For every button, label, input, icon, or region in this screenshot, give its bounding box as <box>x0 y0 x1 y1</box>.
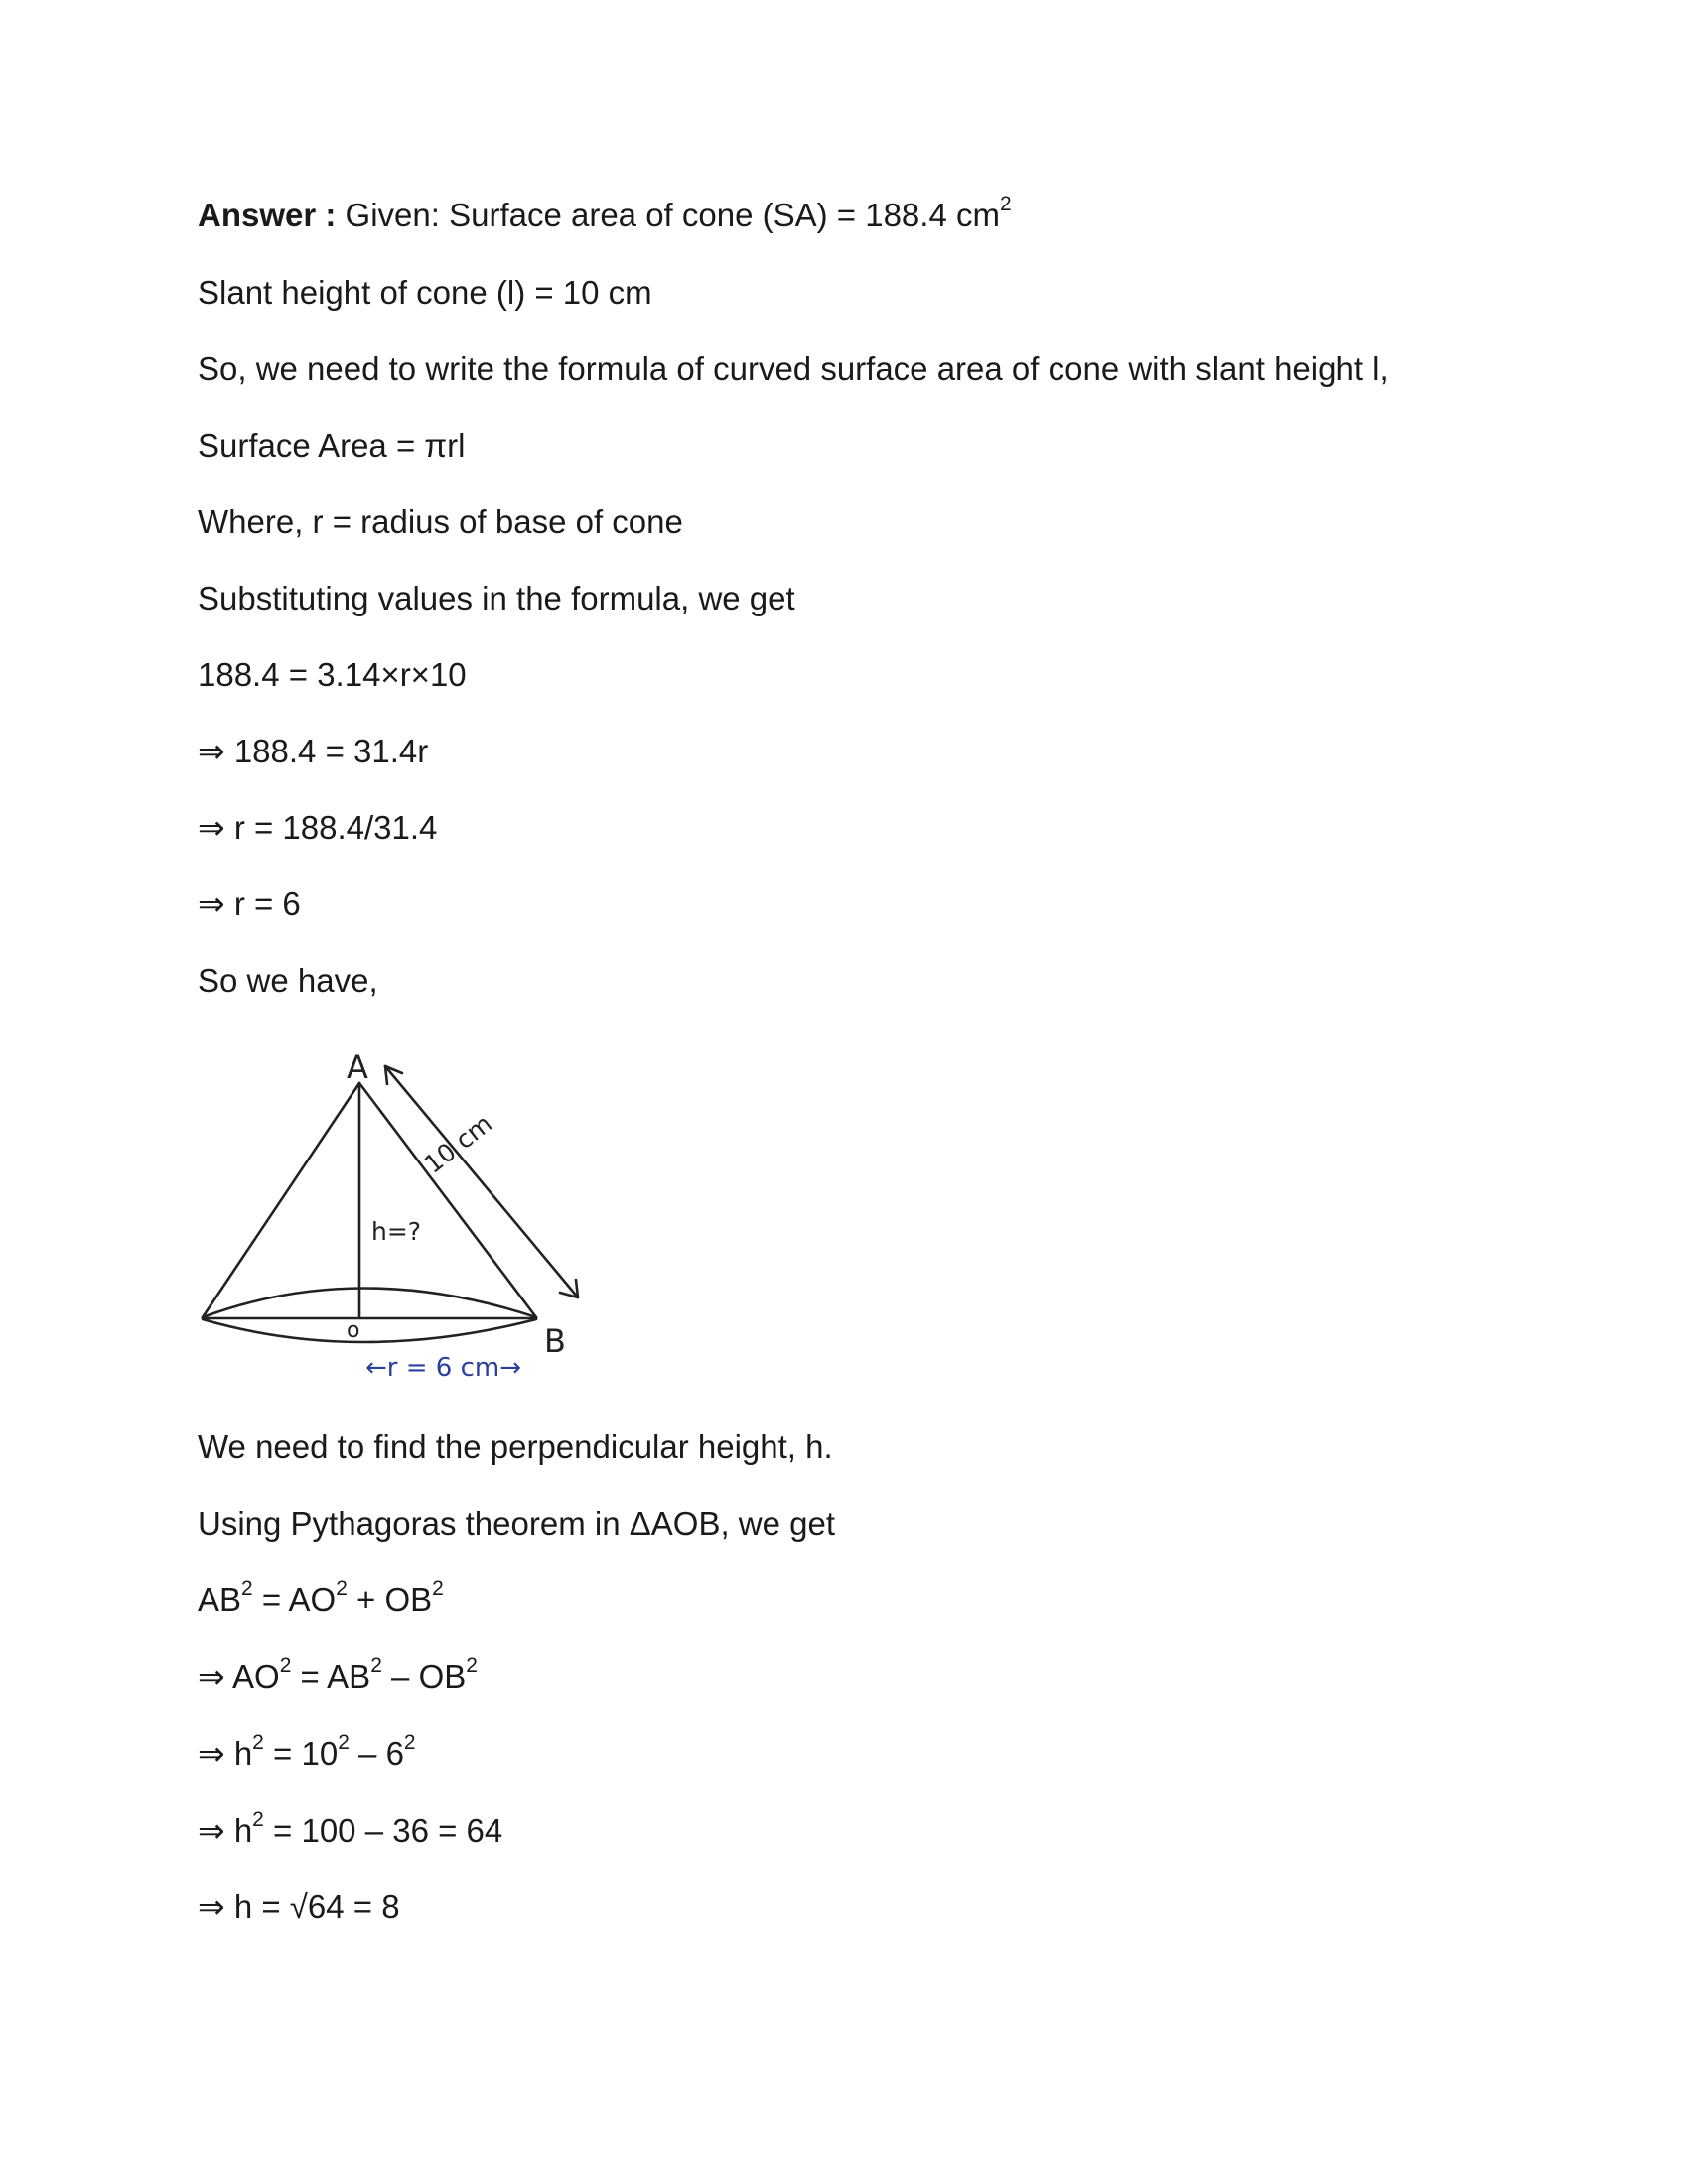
so-we-have-line: So we have, <box>198 962 378 999</box>
label-a: A <box>347 1048 368 1086</box>
slant-height-label: 10 cm <box>418 1108 498 1179</box>
eq-part: + OB <box>347 1581 433 1618</box>
eq-part: = 10 <box>263 1735 339 1772</box>
answer-label: Answer : <box>198 197 337 233</box>
slant-arrow-line <box>385 1066 578 1297</box>
eq-part: – 6 <box>349 1735 404 1772</box>
eq-part: = 100 – 36 = 64 <box>263 1812 503 1848</box>
exponent: 2 <box>252 1731 264 1754</box>
cone-diagram <box>195 1032 602 1400</box>
substituting-line: Substituting values in the formula, we get <box>198 580 795 616</box>
equation-ao <box>198 1654 478 1697</box>
equation-3: ⇒ r = 188.4/31.4 <box>198 809 438 846</box>
pythagoras-line: Using Pythagoras theorem in ΔAOB, we get <box>198 1505 836 1542</box>
label-b: B <box>544 1322 566 1360</box>
height-label: h=? <box>371 1217 422 1246</box>
equation-h-result: ⇒ h = √64 = 8 <box>198 1888 400 1925</box>
eq-part: ⇒ h <box>198 1735 253 1772</box>
cone-base-back-arc <box>203 1289 536 1318</box>
where-line: Where, r = radius of base of cone <box>198 503 683 540</box>
label-o: o <box>347 1318 360 1343</box>
eq-part: = AB <box>291 1658 371 1695</box>
exponent: 2 <box>338 1731 350 1754</box>
exponent: 2 <box>466 1654 478 1677</box>
eq-part: ⇒ h <box>198 1812 253 1848</box>
slant-height-line: Slant height of cone (l) = 10 cm <box>198 274 652 311</box>
eq-part: AB <box>198 1581 242 1618</box>
equation-h-value <box>198 1808 503 1850</box>
formula-intro-line: So, we need to write the formula of curved surface area of cone with slant height l, <box>198 350 1389 387</box>
given-surface-area: Given: Surface area of cone (SA) = 188.4 cm <box>345 197 1000 233</box>
exponent: 2 <box>241 1577 253 1600</box>
equation-ab <box>198 1577 444 1620</box>
radius-label: ←r = 6 cm→ <box>365 1353 522 1383</box>
formula-line: Surface Area = πrl <box>198 427 466 464</box>
cone-right-edge <box>359 1083 536 1317</box>
cone-base-front-arc <box>203 1319 536 1342</box>
eq-part: = AO <box>252 1581 337 1618</box>
equation-1: 188.4 = 3.14×r×10 <box>198 656 467 693</box>
answer-line <box>198 193 1012 235</box>
eq-part: ⇒ AO <box>198 1658 280 1695</box>
equation-2: ⇒ 188.4 = 31.4r <box>198 733 429 769</box>
equation-4: ⇒ r = 6 <box>198 886 301 922</box>
exponent: 2 <box>336 1577 348 1600</box>
exponent: 2 <box>999 193 1012 215</box>
cone-left-edge <box>203 1083 359 1317</box>
exponent: 2 <box>279 1654 292 1677</box>
eq-part: – OB <box>381 1658 467 1695</box>
exponent: 2 <box>370 1654 382 1677</box>
find-height-line: We need to find the perpendicular height, h. <box>198 1429 833 1465</box>
exponent: 2 <box>403 1731 416 1754</box>
exponent: 2 <box>252 1808 264 1831</box>
equation-h-squared <box>198 1731 416 1774</box>
exponent: 2 <box>432 1577 444 1600</box>
